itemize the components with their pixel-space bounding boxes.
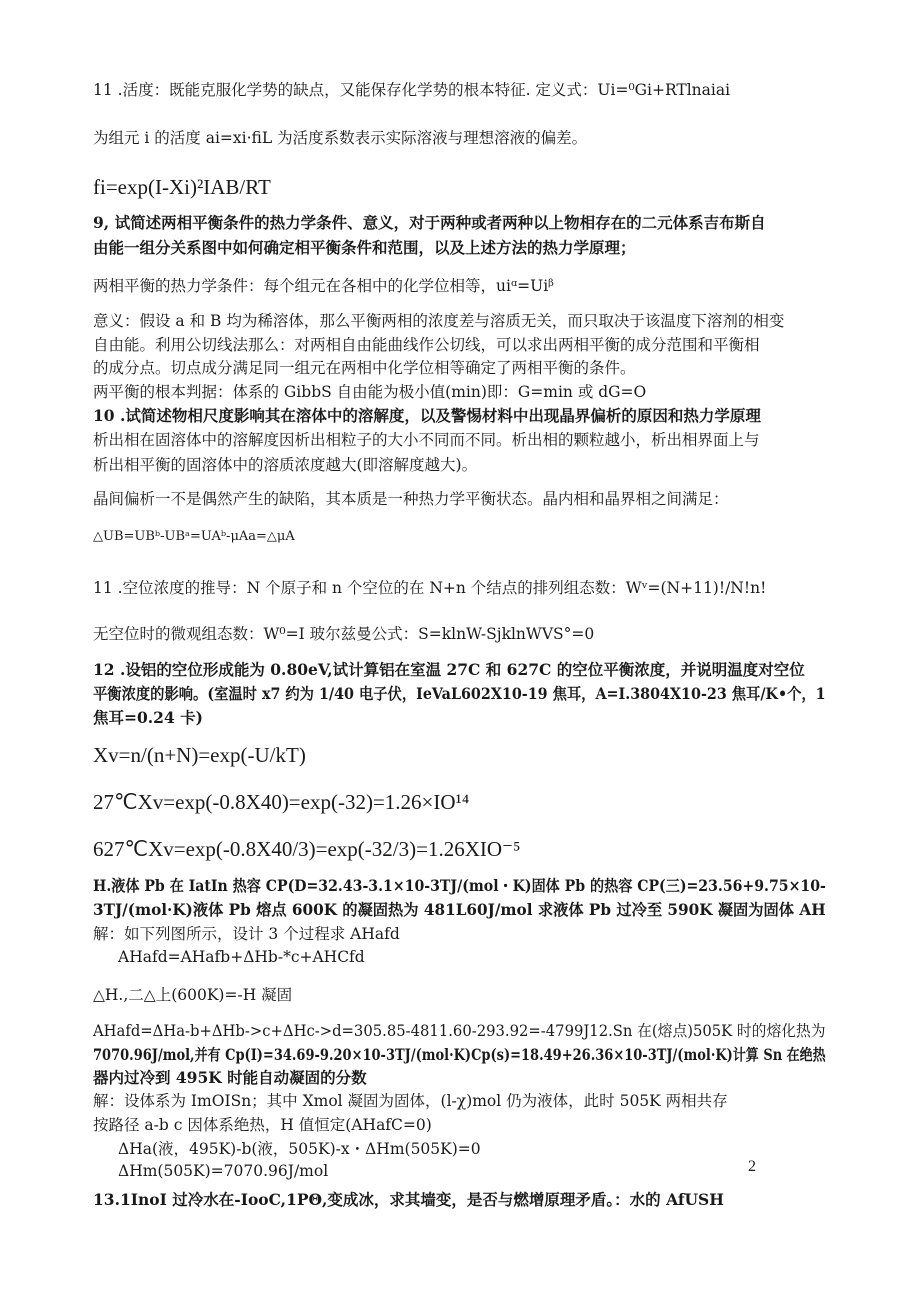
question-9-line-1: 9, 试简述两相平衡条件的热力学条件、意义，对于两种或者两种以上物相存在的二元体系吉布斯自 xyxy=(93,213,766,232)
formula-activity-coefficient: fi=exp(I-Xi)²IAB/RT xyxy=(93,175,271,199)
question-12-line-1: 12 .设铝的空位形成能为 0.80eV,试计算铝在室温 27C 和 627C 的空位平衡浓度，并说明温度对空位 xyxy=(93,660,805,679)
question-pb-line-1: H.液体 Pb 在 IatIn 热容 CP(D=32.43-3.1×10-3TJ/(mol・K)固体 Pb 的热容 CP(三)=23.56+9.75×10- xyxy=(93,876,826,895)
solution-pb-formula: AHafd=AHafb+ΔHb-*c+AHCfd xyxy=(118,948,365,966)
question-12-line-3: 焦耳=0.24 卡) xyxy=(93,708,203,727)
text-line-activity-coefficient: 为组元 i 的活度 ai=xi·fiL 为活度系数表示实际溶液与理想溶液的偏差。 xyxy=(93,129,588,147)
text-line-activity-definition: 11 .活度：既能克服化学势的缺点，又能保存化学势的根本特征. 定义式：Ui=⁰Gi+RTlnaiai xyxy=(93,81,731,99)
text-line-meaning-1: 意义：假设 a 和 B 均为稀溶体，那么平衡两相的浓度差与溶质无关，而只取决于该温度下溶剂的相变 xyxy=(93,312,785,330)
text-line-meaning-3: 的成分点。切点成分满足同一组元在两相中化学位相等确定了两相平衡的条件。 xyxy=(93,359,636,377)
text-line-solubility-2: 析出相平衡的固溶体中的溶质浓度越大(即溶解度越大)。 xyxy=(93,456,478,474)
solution-sn-equation: ΔHa(液，495K)-b(液，505K)-x・ΔHm(505K)=0 xyxy=(118,1140,481,1158)
solution-pb-solidification: △H.,二△上(600K)=-H 凝固 xyxy=(93,986,293,1004)
question-9-line-2: 由能一组分关系图中如何确定相平衡条件和范围，以及上述方法的热力学原理； xyxy=(93,238,636,257)
solution-pb-result-and-q12: AHafd=ΔHa-b+ΔHb->c+ΔHc->d=305.85-4811.60-293.92=-4799J12.Sn 在(熔点)505K 时的熔化热为 xyxy=(93,1022,826,1040)
solution-sn-enthalpy: ΔHm(505K)=7070.96J/mol xyxy=(118,1162,329,1180)
text-line-solubility-1: 析出相在固溶体中的溶解度因析出相粒子的大小不同而不同。析出相的颗粒越小，析出相界面上与 xyxy=(93,431,760,449)
question-pb-line-2: 3TJ/(mol·K)液体 Pb 熔点 600K 的凝固热为 481L60J/mol 求液体 Pb 过冷至 590K 凝固为固体 AH xyxy=(93,900,826,919)
question-13: 13.1InoI 过冷水在-IooC,1PΘ,变成冰，求其墙变，是否与燃增原理矛盾。：水的 AfUSH xyxy=(93,1190,724,1209)
text-line-two-phase-condition: 两相平衡的热力学条件：每个组元在各相中的化学位相等，uiᵅ=Uiᵝ xyxy=(93,277,554,295)
text-line-gibbs-criterion: 两平衡的根本判据：体系的 GibbS 自由能为极小值(min)即：G=min 或 dG=O xyxy=(93,383,647,401)
question-12-line-2: 平衡浓度的影响。(室温时 x7 约为 1/40 电子伏，IeVaL602X10-19 焦耳，A=I.3804X10-23 焦耳/K•个，1 xyxy=(93,684,826,703)
solution-sn-path: 按路径 a-b c 因体系绝热，H 值恒定(AHafC=0) xyxy=(93,1116,432,1134)
question-sn-line-2: 7070.96J/mol,并有 Cp(I)=34.69-9.20×10-3TJ/(mol·K)Cp(s)=18.49+26.36×10-3TJ/(mol·K)计算 Sn 在绝热 xyxy=(93,1045,826,1064)
solution-pb-intro: 解：如下列图所示，设计 3 个过程求 AHafd xyxy=(93,925,400,943)
text-line-meaning-2: 自由能。利用公切线法那么：对两相自由能曲线作公切线，可以求出两相平衡的成分范围和平衡相 xyxy=(93,336,760,354)
text-line-segregation: 晶间偏析一不是偶然产生的缺陷，其本质是一种热力学平衡状态。晶内相和晶界相之间满足： xyxy=(93,490,729,508)
solution-sn-intro: 解：设体系为 ImOISn；其中 Xmol 凝固为固体，(l-χ)mol 仍为液体，此时 505K 两相共存 xyxy=(93,1092,728,1110)
formula-27c: 27℃Xv=exp(-0.8X40)=exp(-32)=1.26×IO¹⁴ xyxy=(93,790,470,814)
formula-vacancy-concentration: Xv=n/(n+N)=exp(-U/kT) xyxy=(93,743,306,767)
formula-segregation: △UB=UBᵇ-UBᵃ=UAᵇ-μAa=△μA xyxy=(93,529,295,544)
question-sn-line-3: 器内过冷到 495K 时能自动凝固的分数 xyxy=(93,1068,367,1087)
question-10: 10 .试简述物相尺度影响其在溶体中的溶解度，以及警惕材料中出现晶界偏析的原因和热力学原理 xyxy=(93,406,761,425)
formula-627c: 627℃Xv=exp(-0.8X40/3)=exp(-32/3)=1.26XIO⁻⁵ xyxy=(93,837,521,861)
question-11-vacancy: 11 .空位浓度的推导：N 个原子和 n 个空位的在 N+n 个结点的排列组态数：Wᵛ=(N+11)!/N!n! xyxy=(93,579,767,597)
text-line-boltzmann: 无空位时的微观组态数：W⁰=I 玻尔兹曼公式：S=klnW-SjklnWVS°=0 xyxy=(93,625,595,643)
page-number: 2 xyxy=(748,1158,756,1175)
